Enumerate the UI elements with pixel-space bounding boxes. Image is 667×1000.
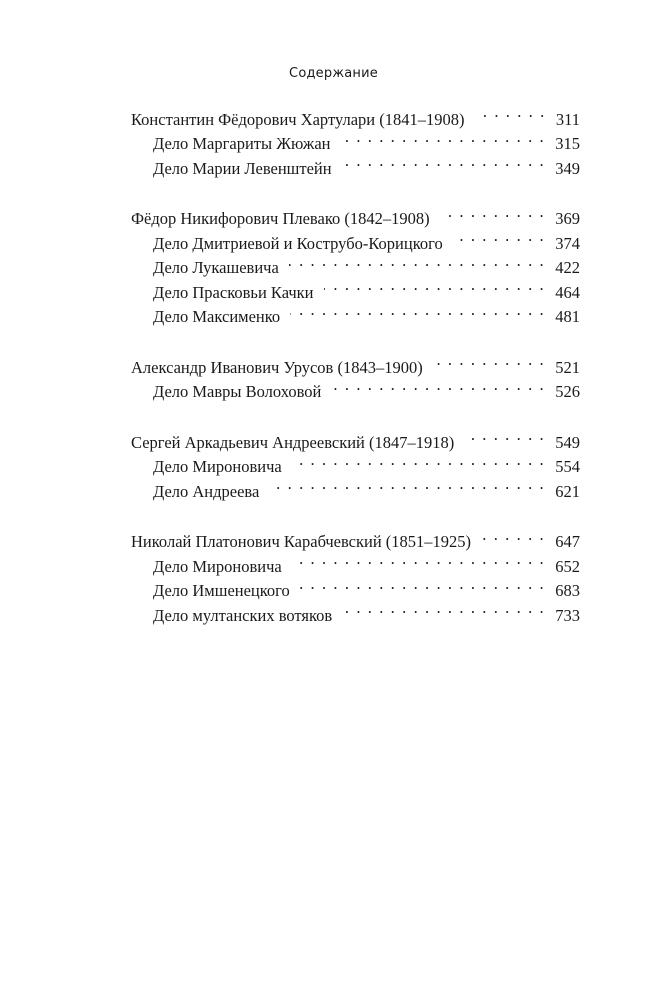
toc-page-number: 315: [555, 134, 580, 153]
toc-author-entry[interactable]: [131, 423, 580, 452]
toc-author-entry[interactable]: [131, 523, 580, 551]
toc-entry-title: Дело мултанских вотяков: [153, 605, 333, 625]
toc-dot-leader: [292, 547, 546, 572]
toc-dot-leader: [340, 125, 545, 150]
toc-section: [131, 523, 580, 625]
toc-entry-title: Дело Прасковьи Качки: [153, 282, 314, 302]
toc-author-entry[interactable]: [131, 200, 580, 228]
toc-section: [131, 423, 580, 501]
toc-section: [131, 200, 580, 326]
toc-dot-leader: [331, 373, 545, 398]
toc-page-number: 481: [555, 307, 580, 326]
toc-page-number: 464: [555, 282, 580, 302]
toc-entry-title: Сергей Аркадьевич Андреевский (1847–1918): [131, 432, 455, 452]
toc-entry-title: Дело Мироновича: [153, 457, 282, 476]
toc-dot-leader: [342, 596, 545, 621]
toc-entry-title: Дело Лукашевича: [153, 258, 279, 277]
toc-dot-leader: [433, 348, 546, 373]
table-of-contents: [131, 100, 580, 647]
toc-dot-leader: [481, 523, 545, 548]
toc-entry-title: Александр Иванович Урусов (1843–1900): [131, 357, 423, 377]
toc-entry-title: Дело Дмитриевой и Кострубо-Корицкого: [153, 233, 443, 253]
toc-dot-leader: [475, 100, 546, 125]
toc-page-number: 422: [555, 258, 580, 277]
toc-dot-leader: [292, 448, 546, 473]
toc-dot-leader: [440, 200, 546, 225]
toc-entry-title: Дело Маргариты Жюжан: [153, 134, 331, 153]
toc-page-number: 549: [555, 432, 580, 452]
toc-page-number: 526: [555, 382, 580, 401]
toc-page-number: 369: [555, 209, 580, 228]
toc-entry-title: Дело Марии Левенштейн: [153, 158, 332, 178]
toc-entry-title: Дело Мавры Волоховой: [153, 382, 322, 401]
toc-page-number: 652: [555, 556, 580, 576]
toc-dot-leader: [324, 273, 546, 298]
toc-page-number: 521: [555, 357, 580, 377]
toc-page-number: 647: [555, 532, 580, 551]
toc-dot-leader: [342, 149, 546, 174]
toc-author-entry[interactable]: [131, 100, 580, 129]
toc-entry-title: Константин Фёдорович Хартулари (1841–1908): [131, 109, 465, 129]
toc-page-number: 733: [555, 605, 580, 625]
toc-dot-leader: [453, 224, 546, 249]
toc-page-number: 554: [555, 457, 580, 476]
toc-dot-leader: [464, 423, 545, 448]
page-title: Содержание: [289, 66, 378, 81]
toc-author-entry[interactable]: [131, 348, 580, 377]
toc-entry-title: Дело Максименко: [153, 307, 281, 326]
toc-page-number: 374: [555, 233, 580, 253]
toc-entry-title: Фёдор Никифорович Плевако (1842–1908): [131, 209, 430, 228]
toc-section: [131, 348, 580, 401]
toc-entry-title: Николай Платонович Карабчевский (1851–1925): [131, 532, 472, 551]
toc-dot-leader: [269, 472, 545, 497]
toc-page-number: 683: [555, 581, 580, 600]
toc-page-number: 311: [555, 109, 580, 129]
toc-dot-leader: [300, 572, 545, 597]
toc-dot-leader: [290, 298, 545, 323]
toc-entry-title: Дело Мироновича: [153, 556, 282, 576]
toc-section: [131, 100, 580, 178]
toc-entry-title: Дело Андреева: [153, 481, 260, 501]
toc-page-number: 349: [555, 158, 580, 178]
toc-page-number: 621: [555, 481, 580, 501]
toc-entry-title: Дело Имшенецкого: [153, 581, 290, 600]
toc-dot-leader: [289, 249, 545, 274]
